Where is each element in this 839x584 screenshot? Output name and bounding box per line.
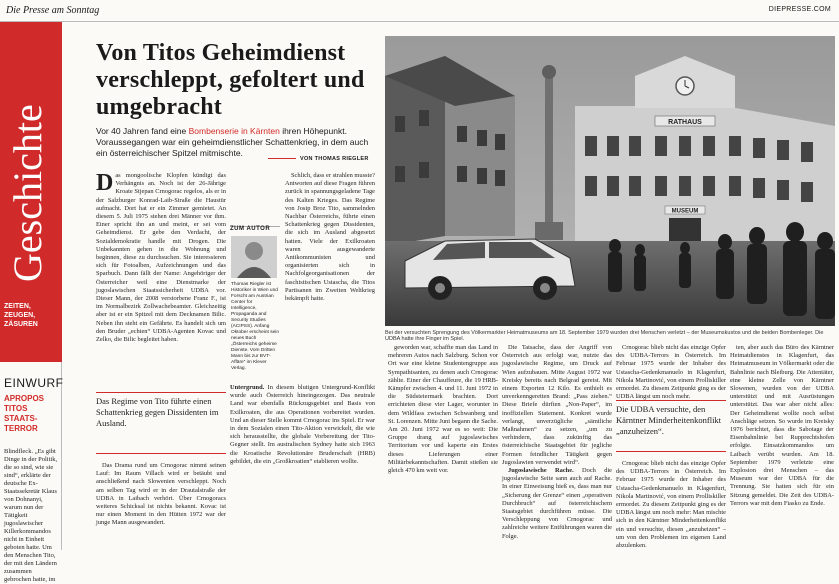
article-photo [385,36,835,326]
section-subtitle: ZEITEN, ZEUGEN, ZÄSUREN [4,303,38,328]
col2a-text: Schlich, dass er strahlen musste? Antworten auf diese Fragen führen zurück in spannungsgeladene Tage des Kalten Krieges. Das Regime von Josip Broz Tito, sammelnden Nachbar Österreichs, führte einen Schattenkrieg gegen Dissidenten, die sich im Ausland abgesetzt hatten. Viele der Exilkroaten waren ausgewanderte Antikommunisten und organisierten sich in Nachfolgeorganisationen der faschistischen Ustascha, die Titos Partisanen im Zweiten Weltkrieg bekämpft hatte. [285,172,375,303]
deck-pre: Vor 40 Jahren fand eine [96,126,189,136]
section-banner [0,22,62,362]
author-label: ZUM AUTOR [230,226,271,232]
col2b-subhead: Untergrund. [230,384,265,391]
author-photo [231,236,277,278]
top-bar [0,0,839,22]
deck-highlight: Bombenserie in Kärnten [188,126,280,136]
einwurf-heading: APROPOS TITOS STAATS-TERROR [4,394,45,433]
masthead-title: Die Presse am Sonntag [6,5,100,16]
col5-text: Crnogorac blieb nicht das einzige Opfer des UDBA-Terrors in Österreich. Im Februar 1975 wurde der Inhaber des Ustascha-Gedenkmanuelo in Klagenfurt, Nikola Martinović, von einem Prolliskiller ermordet. Zu diesem Zeitpunkt ging es der UDBA längst um noch mehr. [616,344,726,401]
col5b-text: Crnogorac blieb nicht das einzige Opfer des UDBA-Terrors in Österreich. Im Februar 1975 wurde der Inhaber des Ustascha-Gedenkmanuelo in Klagenfurt, Nikola Martinović, von einem Prolliskiller ermordet. Zu diesem Zeitpunkt ging es der UDBA längst um noch mehr: Man mischte sich in den Kärntner Minderheitenkonflikt ein und versuchte, diesen „anzuheizen“ – um von den Problemen im eigenen Land abzulenken. [616,460,726,550]
col4-text: Die Tatsache, dass der Angriff von Österreich aus erfolgt war, nutzte das jugoslawische Regime, um Druck auf Wien aufzubauen. Mitte August 1972 war Kreisky bereits nach Belgrad gereist. Mit einem Exporten 12 Kilo. Es enthielt es unverkenngeretten Brand: „Pass ziehen.“ Diese Briefe dürften „Non-Paper“, im inoffiziellen Statement. Konkret wurde verlangt, unverzügliche „sämtliche Maßnahmen“ zu setzen, „um zu verhindern, dass zukünftig das österreichische Staatsgebiet für jegliche Formen feindlicher Tätigkeit gegen Jugoslawien verwendet wird“. [502,344,612,466]
byline-rule [268,158,296,159]
photo-caption: Bei der versuchten Sprengung des Völkermarkter Heimatmuseums am 18. September 1979 wurden drei Menschen verletzt – der Museumskustos und die beiden Bombenleger. Die UDBA hatte ihre Finger im Spiel. [385,330,824,342]
rathaus-sign: RATHAUS [668,119,702,126]
deck-post: ihren Höhepunkt. Voraussegangen war ein geheimdienstlicher Schattenkrieg, in dem auch ein österreichischer Spitzel mitmischte. [96,126,369,158]
article-column-5b [616,460,726,548]
pull-quote-1: Das Regime von Tito führte einen Schattenkrieg gegen Dissidenten im Ausland. [96,392,226,454]
article-deck [96,126,376,159]
article-column-1b [96,462,226,546]
col1b-text: Das Drama rund um Crnogorac nimmt seinen Lauf: Im Raum Villach wird er betäubt und anschließend nach Slowenien verschleppt. Noch am selben Tag wird er in der Drautalstraße der UDBA in Laibach verhört. Über Crnogoracs weiteres Schicksal ist nichts bekannt. Kovac ist nur einen Moment in den Hütten 1972 war der junge Mann ausgewandert. [96,462,226,527]
col6-text: ten, aber auch das Büro des Kärntner Heimatdienstes in Klagenfurt, das Heimatmuseum in Völkermarkt oder die Bahnlinie nach Bleiburg. Die Attentäter, eine kleine Zelle von Kärntner Slowenen, wurden von der UDBA unterstützt und mit Ausrüstungen unterstützt. Das war aber nicht alles: Der Geheimdienst wollte noch selbst Anschläge setzen. So wurde im Kreisky 1976 berichtet, dass die Sabotage der Eisenbahnlinie bei Rupprechtshofen erfolgte. Einsatzkommandos um Laibach verübt wurden. Am 18. September 1979 verletzte eine Explosion drei Menschen – das Museum war der UDBA für die Trennung. Sie hatten sich für ein Sitzung gemeldet. Die Zeit des UDBA-Terrors war mit dem Fiasko zu Ende. [730,344,834,507]
col4b-text: Doch die jugoslawische Seite sann auch auf Rache. In einer Einweisung hieß es, dass man nur „Sicherung der Grenze“ einen „operativen Durchbruch“ auf österreichischem Staatsgebiet durchführen müsse. Die Verschleppung von Crnogorac und zahlreiche weitere Entführungen waren die Folge. [502,467,613,540]
article-column-6 [730,344,834,548]
author-avatar-icon [231,236,277,278]
section-title: Geschichte [5,104,50,282]
article-column-5 [616,344,726,401]
col1-text: as mongoolische Klopfen kündigt das Verhängnis an. Noch ist der 26-Jährige Kroate Stjepan Crnogorac regelos, als er in der Salzburger Konrad-Laib-Straße die Haustür aufmacht. Dort hat er ein Zimmer gemietet. An diesem 5. Juli 1975 stehen drei Männer vor ihm. Einer spricht ihn an und meint, er sei vom Geheimdienst. Er gebe den Verdacht, der Sozialdemokratie handle mit Drogen. Die Unbekannten gehen in die Wohnung und beginnen, diese zu durchsuchen. Sie interessieren sich für Fotoalben, Aufzeichnungen und das Sparbuch. Dann fällt der Name: Angehöriger der Österreicher weil eine Dienstmarke der jugoslawischen Staatssicherheit UDBA vor. Dieser Mann, der 2008 verstorbene Franz F., ist im Normalbezirk Zollwachebeamter. Gleichzeitig aber ist er ein Spitzel mit dem Decknamen Bilic. Neben ihn steht ein Gefährte. Es handelt sich um den Bruder „echten“ UDBA-Agenten Kovac und Zelko, die Bilic begleitet haben. [96,172,226,344]
photo-illustration [385,36,835,326]
article-column-2 [285,172,375,388]
article-column-2b [230,384,375,546]
article-column-3 [388,344,498,548]
dropcap: D [96,170,114,196]
col2b-text: In diesem blutigen Untergrund-Konflikt wurde auch Österreich hineingezogen. Das neutrale Land war ebenfalls Rückzugsgebiet und Basis von Exilkroaten, die aus Operationen vorbereitet wurden. Und an dieser Stelle kommt Crnogorac ins Spiel. Er war in dem Sozialen einen Tito-Aktion verwickelt, die wie sich herausstellte, die globale Vorbereitung der Tito-Gegner stellt. Im australischen Sydney hatte sich 1963 die Kroatische Revolutionäre Bruderschaft (HRB) gebildet, die ein „Großkroatien“ etablieren wollte. [230,384,375,465]
pull-quote-2: Die UDBA versuchte, den Kärntner Minderheitenkonflikt „anzuheizen“. [616,400,726,452]
einwurf-text: Blindfleck. „Es gibt Dinge in der Politik, die so sind, wie sie sind“, erklärte der deutsche Ex-Staatssekretär Klaus von Dohnanyi, warum nun der Tätigkeit jugoslawischer Killerkommandos nicht in Einheit geboten hatte. Um den Menschen Tito, der mit den Ländern zusammen gebrochen hatte, im [4,448,58,583]
col4-subhead: Jugoslawische Rache. [508,467,574,475]
masthead-url: DIEPRESSE.COM [768,6,831,13]
article-column-4 [502,344,612,548]
einwurf-label: EINWURF [4,376,64,390]
article-headline: Von Titos Geheimdienst verschleppt, gefoltert und umgebracht [96,40,365,120]
col3-text: geworden war, schaffte man das Land in mehreren Autos nach Salzburg. Schon vor Ort war eine kleine Studentengruppe aus Sympathisanten, zu denen auch Crnogorac zählte. Einer der Chauffeure, die 19 HRB-Kämpfer zwischen 4. und 11. Juni 1972 in die Südsteiermark brachten. Dort errichteten diese vier Lager, worunter in dem Wildfass zwischen Schwanberg und St. Lorenzen. Mitte Juni begann die Sache. Am 20. Juni 1972 war es so weit: Die Gruppe drang auf jugoslawisches Territorium vor und kaperte ein Erstes dieses Lieferungen einer Militärbekanntschaften. Damit stießen sie gleich 470 km weit vor. [388,344,498,475]
article-column-1 [96,172,226,388]
article-byline: VON THOMAS RIEGLER [300,156,369,162]
museum-sign: MUSEUM [671,208,699,215]
author-text: Thomas Riegler ist Historiker in Wien und Forscht am Austrian Center for Intelligence, Propaganda and Security Studies (ACIPSS). Anfang Oktober erscheint sein neues Buch „Österreichs geheime Dienste. Vom Dritten Mann bis zur BVT-Affäre“ im Klever Verlag. [231,282,279,371]
